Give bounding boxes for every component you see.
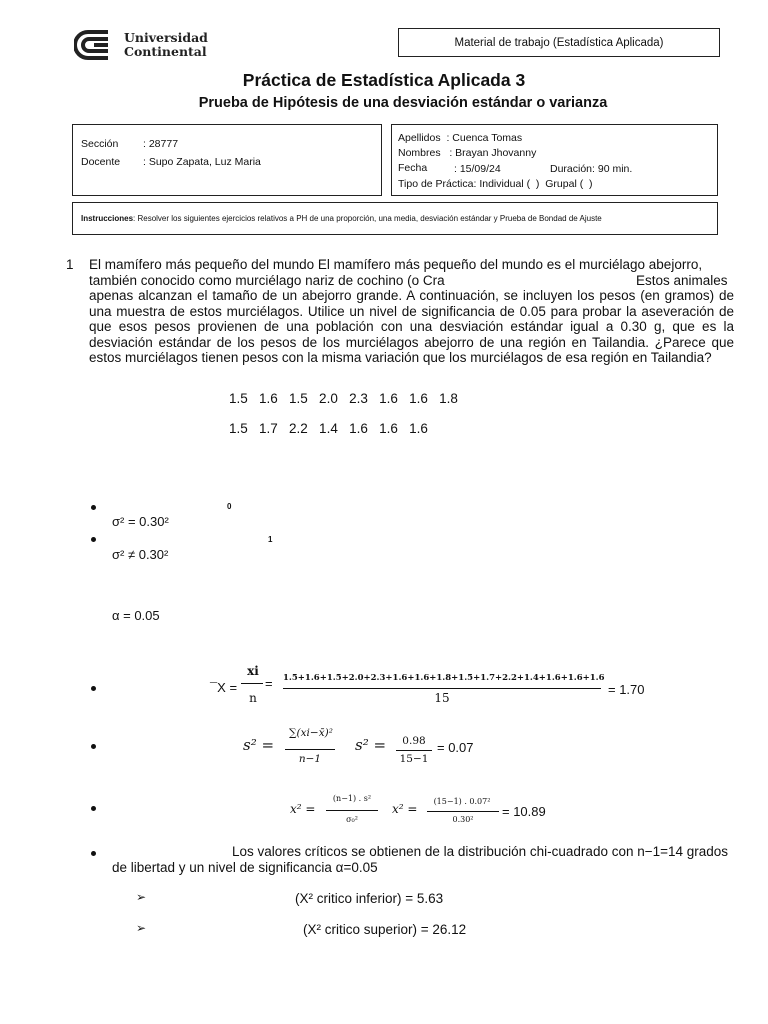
bullet-variance: [91, 744, 96, 749]
fecha-value: : 15/09/24: [454, 163, 501, 175]
bullet-chi: [91, 806, 96, 811]
arrow-bullet-icon: ➢: [136, 890, 147, 904]
chi-lhs2: x² =: [392, 802, 418, 816]
h1-subscript: 1: [268, 535, 273, 544]
seccion-value: : 28777: [143, 138, 179, 150]
alternative-hypothesis: σ² ≠ 0.30²: [112, 547, 169, 562]
significance-level: α = 0.05: [112, 608, 160, 623]
chi-line2: [427, 811, 499, 812]
data-row-2: 1.5 1.7 2.2 1.4 1.6 1.6 1.6: [229, 421, 428, 436]
docente-value: : Supo Zapata, Luz Maria: [143, 156, 261, 168]
critical-text-line1: Los valores críticos se obtienen de la distribución chi-cuadrado con n−1=14 grados: [232, 844, 729, 859]
mean-sum-denominator: 15: [434, 691, 450, 705]
student-info-right-box: [391, 124, 718, 196]
nombres-field: Nombres : Brayan Jhovanny: [398, 147, 537, 159]
problem-line2b: Estos animales: [636, 273, 728, 288]
data-row-1: 1.5 1.6 1.5 2.0 2.3 1.6 1.6 1.8: [229, 391, 458, 406]
logo-text-line1: Universidad: [124, 30, 208, 45]
instructions-body: : Resolver los siguientes ejercicios relativos a PH de una proporción, una media, desviación estándar y Prueba de Bondad de Ajuste: [133, 214, 602, 223]
problem-line1: El mamífero más pequeño del mundo El mamífero más pequeño del mundo es el murciélago abejorro,: [89, 257, 703, 272]
tipo-practica-field: Tipo de Práctica: Individual ( ) Grupal ( ): [398, 178, 593, 190]
variance-formula-num: ∑(xi−x̄)²: [289, 727, 333, 739]
critical-lower: (X² critico inferior) = 5.63: [295, 891, 444, 906]
variance-formula-line: [285, 749, 335, 750]
fecha-label: Fecha: [398, 162, 428, 174]
mean-formula-line: [241, 683, 263, 684]
variance-lhs2: s² =: [355, 736, 387, 754]
logo-text-line2: Continental: [124, 44, 207, 59]
null-hypothesis: σ² = 0.30²: [112, 514, 169, 529]
seccion-label: Sección: [81, 138, 119, 150]
university-logo: [74, 28, 224, 64]
university-logo-icon: [74, 28, 118, 62]
duracion-field: Duración: 90 min.: [550, 163, 633, 175]
bullet-h1: [91, 537, 96, 542]
arrow-bullet-icon: ➢: [136, 921, 147, 935]
page-subtitle: Prueba de Hipótesis de una desviación estándar o varianza: [198, 95, 608, 111]
variance-formula-den: n−1: [298, 753, 322, 765]
chi-formula-den: σ₀²: [346, 815, 358, 824]
docente-label: Docente: [81, 156, 121, 168]
chi-num2: (15−1) . 0.07²: [433, 797, 491, 806]
variance-result: = 0.07: [437, 740, 474, 755]
chi-formula-line: [326, 810, 378, 811]
instructions-label: Instrucciones: [81, 214, 134, 223]
mean-result: = 1.70: [608, 682, 645, 697]
student-info-left-box: [72, 124, 382, 196]
bullet-mean: [91, 686, 96, 691]
critical-upper: (X² critico superior) = 26.12: [303, 922, 467, 937]
mean-formula-den: n: [249, 691, 257, 705]
page-title: Práctica de Estadística Aplicada 3: [242, 70, 526, 90]
variance-num2: 0.98: [402, 735, 426, 747]
mean-sum-numerator: 1.5+1.6+1.5+2.0+2.3+1.6+1.6+1.8+1.5+1.7+2.2+1.4+1.6+1.6+1.6: [283, 673, 605, 683]
mean-equals: =: [265, 676, 273, 691]
mean-sum-line: [283, 688, 601, 689]
instructions-text: [81, 214, 602, 223]
chi-result: = 10.89: [502, 804, 546, 819]
problem-line2a: también conocido como murciélago nariz de cochino (o Cra: [89, 273, 445, 288]
bullet-critical: [91, 851, 96, 856]
h0-subscript: 0: [227, 502, 232, 511]
apellidos-field: Apellidos : Cuenca Tomas: [398, 132, 523, 144]
mean-formula-num: xi: [247, 664, 259, 678]
problem-body: apenas alcanzan el tamaño de un abejorro grande. A continuación, se incluyen los pesos (en gramos) de una muestra de estos murciélagos. Utilice un nivel de significancia de 0.05 para probar la aseveración de que esos pesos provienen de una población con una desviación estándar igual a 0.30 g, que es la desviación estándar de los pesos de los murciélagos abejorro de una región en Tailandia. ¿Parece que estos murciélagos tienen pesos con la misma variación que los murciélagos de esa región en Tailandia?: [89, 288, 734, 365]
bullet-h0: [91, 505, 96, 510]
variance-den2: 15−1: [399, 753, 429, 765]
mean-lhs: ¯X =: [210, 680, 238, 695]
chi-formula-num: (n−1) . s²: [332, 794, 372, 803]
problem-number: 1: [66, 257, 74, 272]
material-label-box: [398, 28, 720, 57]
critical-text-line2: de libertad y un nivel de significancia α=0.05: [112, 860, 378, 875]
variance-lhs: s² =: [243, 736, 275, 754]
variance-line2: [396, 750, 432, 751]
chi-lhs: x² =: [290, 802, 316, 816]
instructions-box: [72, 202, 718, 235]
material-label: Material de trabajo (Estadística Aplicada): [454, 36, 664, 49]
chi-den2: 0.30²: [452, 815, 474, 824]
